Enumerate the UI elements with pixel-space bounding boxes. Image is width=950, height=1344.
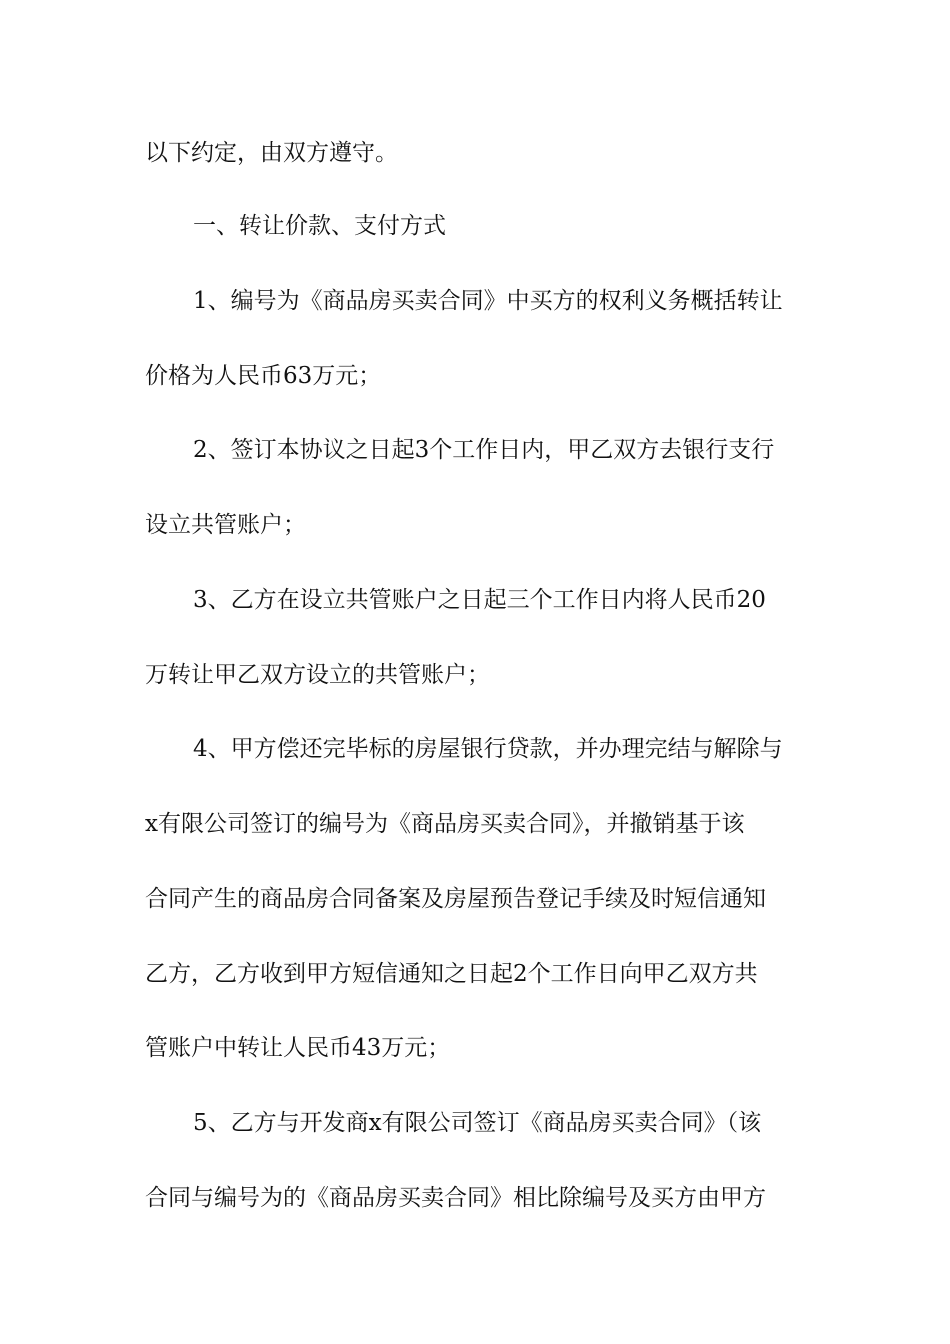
- text-line: 5、乙方与开发商x有限公司签订《商品房买卖合同》（该: [193, 1110, 762, 1136]
- text-line: 设立共管账户；: [145, 512, 306, 538]
- text-line: 2、签订本协议之日起3个工作日内，甲乙双方去银行支行: [193, 437, 775, 463]
- text-line: x有限公司签订的编号为《商品房买卖合同》，并撤销基于该: [145, 811, 745, 837]
- text-line: 以下约定，由双方遵守。: [145, 140, 398, 166]
- text-line: 3、乙方在设立共管账户之日起三个工作日内将人民币20: [193, 587, 766, 613]
- text-line: 合同产生的商品房合同备案及房屋预告登记手续及时短信通知: [145, 886, 766, 912]
- section-heading: 一、转让价款、支付方式: [193, 213, 446, 239]
- text-line: 万转让甲乙双方设立的共管账户；: [145, 662, 490, 688]
- text-line: 4、甲方偿还完毕标的房屋银行贷款，并办理完结与解除与: [193, 736, 783, 762]
- text-line: 乙方，乙方收到甲方短信通知之日起2个工作日向甲乙双方共: [145, 961, 758, 987]
- text-line: 1、编号为《商品房买卖合同》中买方的权利义务概括转让: [193, 288, 783, 314]
- text-line: 合同与编号为的《商品房买卖合同》相比除编号及买方由甲方: [145, 1185, 766, 1211]
- text-line: 管账户中转让人民币43万元；: [145, 1035, 451, 1061]
- text-line: 价格为人民币63万元；: [145, 363, 382, 389]
